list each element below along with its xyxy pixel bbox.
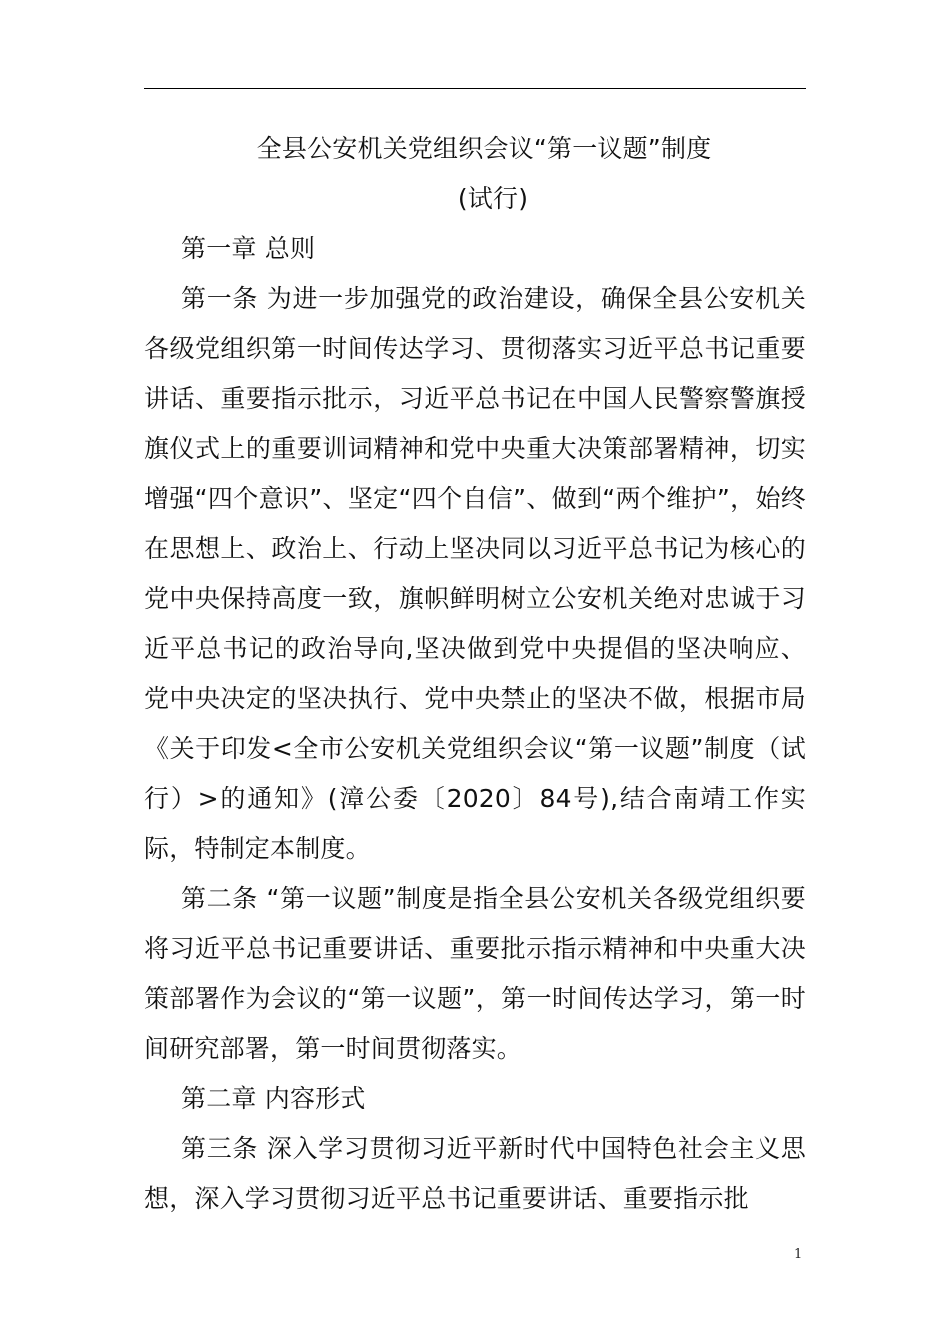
document-subtitle: (试行) bbox=[457, 184, 529, 213]
chapter-heading: 第一章 总则 bbox=[181, 234, 316, 263]
article-paragraph: 第一条 为进一步加强党的政治建设，确保全县公安机关各级党组织第一时间传达学习、贯彻落实习近平总书记重要讲话、重要指示批示，习近平总书记在中国人民警察警旗授旗仪式上的重要训词精神和党中央重大决策部署精神，切实增强“四个意识”、坚定“四个自信”、做到“两个维护”，始终在思想上、政治上、行动上坚决同以习近平总书记为核心的党中央保持高度一致，旗帜鲜明树立公安机关绝对忠诚于习近平总书记的政治导向,坚决做到党中央提倡的坚决响应、党中央决定的坚决执行、党中央禁止的坚决不做，根据市局《关于印发<全市公安机关党组织会议“第一议题”制度（试行）>的通知》(漳公委〔2020〕84号),结合南靖工作实际，特制定本制度。 bbox=[144, 284, 806, 863]
page-number: 1 bbox=[794, 1247, 803, 1262]
document-title: 全县公安机关党组织会议“第一议题”制度 bbox=[256, 134, 712, 163]
article-paragraph: 第三条 深入学习贯彻习近平新时代中国特色社会主义思想，深入学习贯彻习近平总书记重要讲话、重要指示批 bbox=[144, 1134, 806, 1213]
document-body bbox=[144, 124, 806, 1224]
chapter-heading: 第二章 内容形式 bbox=[181, 1084, 366, 1113]
header-rule bbox=[144, 88, 806, 89]
article-paragraph: 第二条 “第一议题”制度是指全县公安机关各级党组织要将习近平总书记重要讲话、重要批示指示精神和中央重大决策部署作为会议的“第一议题”，第一时间传达学习，第一时间研究部署，第一时间贯彻落实。 bbox=[144, 884, 806, 1063]
